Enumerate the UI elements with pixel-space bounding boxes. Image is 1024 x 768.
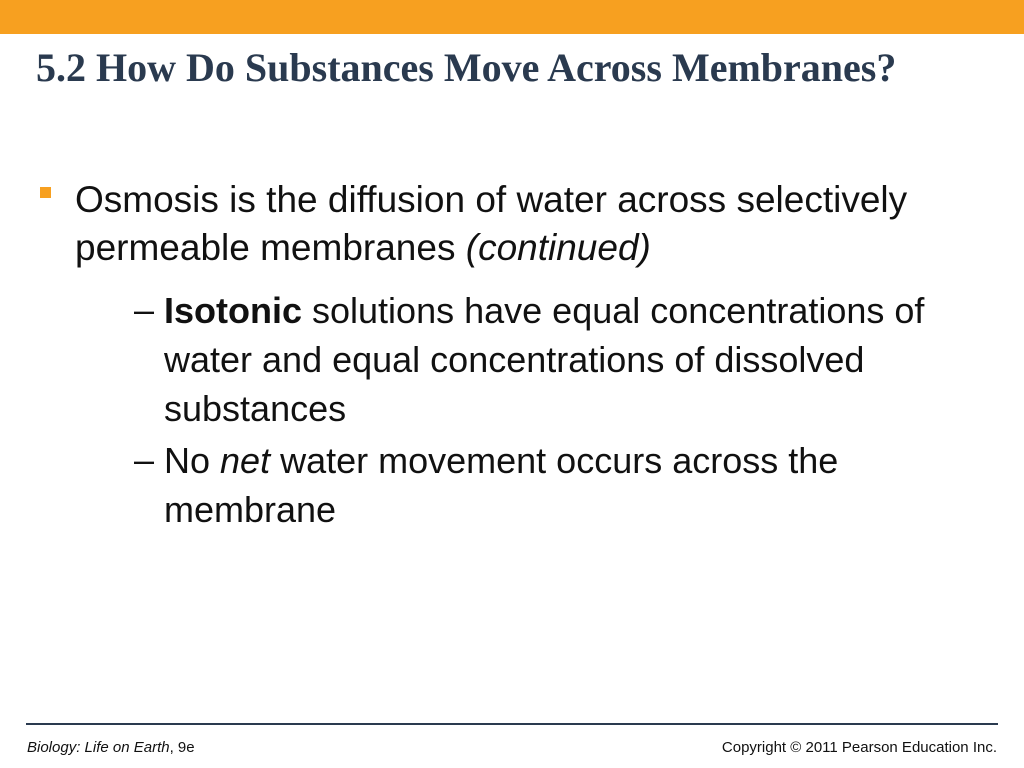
footer-copyright: Copyright © 2011 Pearson Education Inc.: [721, 739, 997, 756]
term-isotonic: Isotonic: [164, 290, 303, 331]
book-title: Biology: Life on Earth: [27, 739, 170, 756]
sub-item-text: [164, 286, 1004, 433]
bullet-text: Osmosis is the diffusion of water across selectively permeable membranes: [75, 179, 908, 268]
footer-book-title: [27, 739, 195, 757]
footer-divider: [26, 723, 998, 725]
slide-title: 5.2 How Do Substances Move Across Membranes?: [36, 45, 897, 90]
bullet-osmosis: [75, 176, 995, 272]
dash-bullet-icon: –: [134, 439, 155, 480]
dash-bullet-icon: –: [134, 289, 155, 330]
square-bullet-icon: [40, 187, 51, 198]
bullet-emphasis: (continued): [465, 227, 651, 268]
sub-item-text: [164, 436, 1004, 534]
sub-item-body: water movement occurs across the membrane: [164, 440, 839, 530]
book-edition: , 9e: [169, 739, 195, 756]
term-net: net: [220, 440, 271, 481]
top-accent-bar: [0, 0, 1024, 34]
sub-item-body: solutions have equal concentrations of water and equal concentrations of dissolved substances: [164, 290, 925, 429]
sub-item-pre: No: [164, 440, 221, 481]
